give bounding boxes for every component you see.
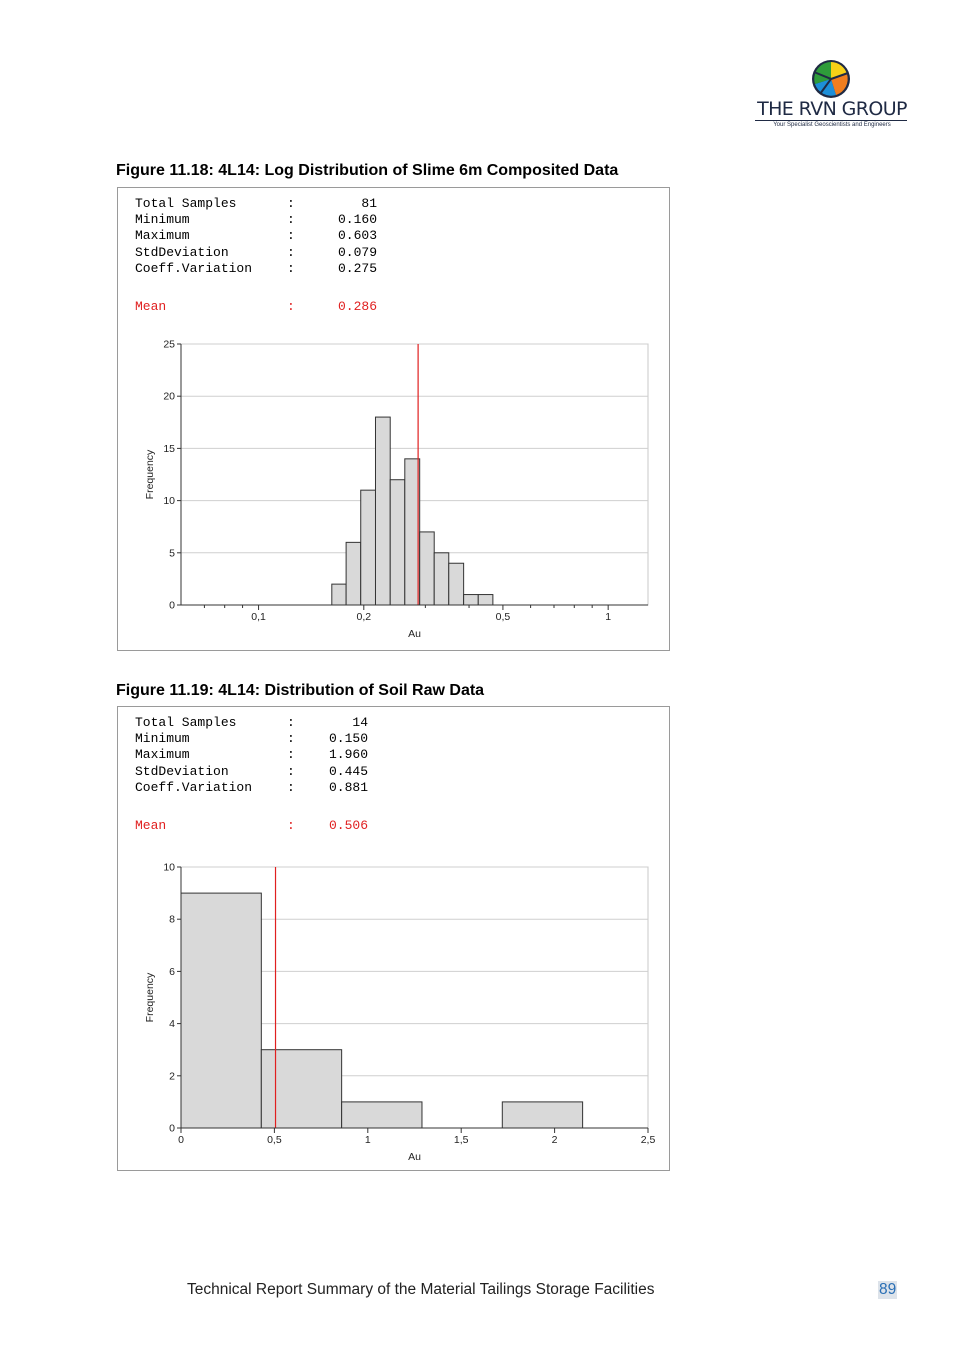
histogram-bar — [464, 595, 479, 605]
stat-row: StdDeviation : 0.079 — [135, 244, 377, 260]
stat-row: Coeff.Variation : 0.881 — [135, 779, 368, 795]
histogram-bar — [449, 563, 464, 605]
y-tick-label: 5 — [169, 547, 175, 560]
y-tick-label: 2 — [169, 1070, 175, 1083]
y-tick-label: 20 — [163, 390, 175, 403]
stat-row: Minimum : 0.160 — [135, 212, 377, 228]
histogram-bar — [502, 1102, 582, 1128]
x-tick-label: 0,2 — [356, 611, 372, 623]
x-tick-label: 1,5 — [453, 1134, 469, 1146]
logo-name: THE RVN GROUP — [757, 98, 907, 120]
stats-block — [135, 196, 377, 315]
x-tick-label: 0 — [178, 1134, 184, 1146]
histogram-chart — [118, 859, 669, 1167]
y-axis-label: Frequency — [144, 449, 156, 500]
x-tick-label: 1 — [605, 611, 612, 623]
x-axis-label: Au — [408, 1151, 421, 1163]
figure-panel — [117, 706, 670, 1171]
histogram-bar — [361, 490, 376, 605]
histogram-bar — [420, 532, 435, 605]
mean-row: Mean : 0.506 — [135, 817, 368, 833]
page-number: 89 — [879, 1281, 897, 1298]
page-footer: Technical Report Summary of the Material Tailings Storage Facilities — [187, 1281, 655, 1298]
histogram-bar — [405, 459, 420, 605]
x-axis-label: Au — [408, 628, 421, 640]
histogram-bar — [346, 542, 361, 605]
x-tick-label: 0,1 — [251, 611, 266, 623]
company-logo — [752, 58, 912, 134]
stat-row: Maximum : 0.603 — [135, 228, 377, 244]
logo-emblem-icon — [810, 58, 852, 100]
y-tick-label: 4 — [169, 1018, 175, 1031]
histogram-bar — [181, 893, 261, 1128]
stat-row: Maximum : 1.960 — [135, 747, 368, 763]
x-tick-label: 0,5 — [267, 1134, 282, 1146]
stat-row: Total Samples : 81 — [135, 196, 377, 211]
logo-tagline: Your Specialist Geoscientists and Engineers — [773, 122, 891, 128]
histogram-bar — [390, 480, 405, 605]
histogram-bar — [332, 584, 346, 605]
y-tick-label: 6 — [169, 965, 175, 978]
y-tick-label: 10 — [163, 495, 175, 508]
histogram-bar — [375, 417, 390, 605]
y-tick-label: 25 — [163, 338, 175, 351]
x-tick-label: 0,5 — [495, 611, 511, 623]
histogram-bar — [434, 553, 449, 605]
figure-panel — [117, 187, 670, 651]
y-tick-label: 10 — [163, 861, 175, 874]
histogram-chart — [118, 338, 669, 648]
stat-row: Total Samples : 14 — [135, 715, 368, 730]
x-tick-label: 2,5 — [640, 1134, 656, 1146]
figure-caption: Figure 11.19: 4L14: Distribution of Soil Raw Data — [116, 682, 485, 699]
logo-rule — [755, 120, 907, 121]
histogram-bar — [478, 595, 493, 605]
x-tick-label: 1 — [364, 1134, 371, 1146]
y-tick-label: 0 — [169, 599, 175, 612]
figure-caption: Figure 11.18: 4L14: Log Distribution of Slime 6m Composited Data — [116, 162, 619, 179]
stat-row: Coeff.Variation : 0.275 — [135, 260, 377, 276]
stat-row: StdDeviation : 0.445 — [135, 763, 368, 779]
stats-block — [135, 715, 368, 834]
y-tick-label: 0 — [169, 1122, 175, 1135]
mean-row: Mean : 0.286 — [135, 298, 377, 314]
y-tick-label: 8 — [169, 913, 175, 926]
y-axis-label: Frequency — [144, 972, 156, 1023]
stat-row: Minimum : 0.150 — [135, 731, 368, 747]
histogram-bar — [261, 1050, 341, 1128]
x-tick-label: 2 — [551, 1134, 558, 1146]
y-tick-label: 15 — [163, 442, 175, 455]
histogram-bar — [342, 1102, 422, 1128]
